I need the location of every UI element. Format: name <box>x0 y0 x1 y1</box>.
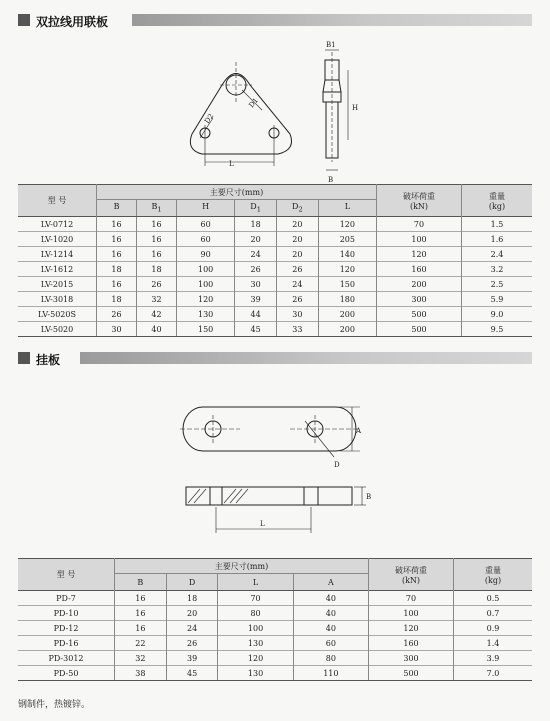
table-cell: PD-50 <box>18 666 115 681</box>
table-cell: 150 <box>318 277 376 292</box>
table-cell: 26 <box>97 307 137 322</box>
table-cell: 200 <box>377 277 462 292</box>
dim-label-B: B <box>328 176 334 184</box>
table-cell: 0.9 <box>454 621 533 636</box>
table-cell: 120 <box>218 651 293 666</box>
table-cell: 33 <box>277 322 319 337</box>
th2-weight: 重量 (kg) <box>454 559 533 591</box>
table-row <box>18 606 532 621</box>
table-cell: LV-1020 <box>18 232 97 247</box>
table-row <box>18 292 532 307</box>
table-cell: LV-1214 <box>18 247 97 262</box>
th2-B: B <box>115 574 167 591</box>
th2-main-dims: 主要尺寸(mm) <box>115 559 369 574</box>
table-cell: 1.6 <box>462 232 533 247</box>
th-L: L <box>318 200 376 217</box>
table-cell: 80 <box>293 651 368 666</box>
table-cell: 40 <box>137 322 177 337</box>
table-cell: 60 <box>177 232 235 247</box>
table-cell: PD-10 <box>18 606 115 621</box>
table-row <box>18 651 532 666</box>
th2-A: A <box>293 574 368 591</box>
table-cell: 2.5 <box>462 277 533 292</box>
th2-load: 破坏荷重 (kN) <box>369 559 454 591</box>
table-cell: 18 <box>166 591 218 606</box>
section1-table <box>18 184 532 337</box>
table-row <box>18 666 532 681</box>
th-load: 破坏荷重 (kN) <box>377 185 462 217</box>
table-cell: 30 <box>235 277 277 292</box>
table-cell: 120 <box>318 262 376 277</box>
table-cell: LV-5020S <box>18 307 97 322</box>
table-cell: 90 <box>177 247 235 262</box>
table-cell: 500 <box>377 322 462 337</box>
table-cell: 160 <box>377 262 462 277</box>
table-cell: 100 <box>218 621 293 636</box>
table-cell: 100 <box>369 606 454 621</box>
table-cell: 16 <box>137 232 177 247</box>
table-cell: 100 <box>377 232 462 247</box>
table-cell: 16 <box>97 232 137 247</box>
table-cell: LV-0712 <box>18 217 97 232</box>
section2-title-bar <box>80 352 532 364</box>
table-cell: 26 <box>166 636 218 651</box>
table-cell: 160 <box>369 636 454 651</box>
section2-title: 挂板 <box>36 353 61 367</box>
dim-label-L-side: L <box>260 520 265 528</box>
table-cell: 18 <box>97 292 137 307</box>
table-cell: 16 <box>97 247 137 262</box>
table-cell: 26 <box>235 262 277 277</box>
table-cell: LV-2015 <box>18 277 97 292</box>
table-cell: 24 <box>235 247 277 262</box>
table-cell: 120 <box>369 621 454 636</box>
table-cell: 200 <box>318 322 376 337</box>
table-cell: 16 <box>137 247 177 262</box>
table-row <box>18 217 532 232</box>
table-cell: 70 <box>369 591 454 606</box>
table-cell: 20 <box>277 247 319 262</box>
section1-diagram <box>0 30 550 210</box>
table-cell: 30 <box>277 307 319 322</box>
th2-model: 型 号 <box>18 559 115 591</box>
dim-label-L: L <box>229 160 234 168</box>
table-cell: 18 <box>235 217 277 232</box>
table-cell: 32 <box>115 651 167 666</box>
table-cell: 40 <box>293 621 368 636</box>
table-cell: 140 <box>318 247 376 262</box>
table-cell: 38 <box>115 666 167 681</box>
table-cell: 20 <box>166 606 218 621</box>
table-cell: 70 <box>218 591 293 606</box>
table-row <box>18 247 532 262</box>
table-cell: 40 <box>293 591 368 606</box>
footnote: 钢制件，热镀锌。 <box>18 700 91 710</box>
table-cell: 16 <box>115 621 167 636</box>
table-cell: 39 <box>235 292 277 307</box>
table-cell: 120 <box>177 292 235 307</box>
th2-D: D <box>166 574 218 591</box>
section1-marker <box>18 14 30 26</box>
th-model: 型 号 <box>18 185 97 217</box>
table-cell: 0.7 <box>454 606 533 621</box>
table-cell: LV-3018 <box>18 292 97 307</box>
table-cell: 26 <box>137 277 177 292</box>
th-B1: $B_1$ <box>137 200 177 217</box>
th-weight: 重量 (kg) <box>462 185 533 217</box>
th-H: H <box>177 200 235 217</box>
section2-marker <box>18 352 30 364</box>
dim-label-B-side: B <box>366 493 372 501</box>
section2-table <box>18 558 532 681</box>
table-cell: 150 <box>177 322 235 337</box>
th-D2: $D_2$ <box>277 200 319 217</box>
table-cell: 60 <box>177 217 235 232</box>
table-cell: 110 <box>293 666 368 681</box>
table-cell: 300 <box>369 651 454 666</box>
table-cell: 45 <box>166 666 218 681</box>
table-cell: PD-16 <box>18 636 115 651</box>
table-row <box>18 636 532 651</box>
section1-title-bar <box>132 14 532 26</box>
table-cell: 16 <box>97 217 137 232</box>
table-cell: 205 <box>318 232 376 247</box>
table-cell: 26 <box>277 292 319 307</box>
table-cell: 500 <box>369 666 454 681</box>
table-cell: 16 <box>137 217 177 232</box>
table-cell: 1.5 <box>462 217 533 232</box>
table-cell: 130 <box>218 666 293 681</box>
yoke-plate-outline <box>190 74 291 155</box>
table-cell: 32 <box>137 292 177 307</box>
table-cell: 0.5 <box>454 591 533 606</box>
table-cell: 100 <box>177 262 235 277</box>
table-cell: 3.2 <box>462 262 533 277</box>
table-cell: 24 <box>166 621 218 636</box>
table-cell: 5.9 <box>462 292 533 307</box>
section1-title: 双拉线用联板 <box>36 15 109 29</box>
table-cell: 40 <box>293 606 368 621</box>
th2-L: L <box>218 574 293 591</box>
table-cell: 130 <box>177 307 235 322</box>
table-cell: 20 <box>277 232 319 247</box>
table-cell: 7.0 <box>454 666 533 681</box>
dim-label-B1: B1 <box>326 41 336 49</box>
table-cell: 1.4 <box>454 636 533 651</box>
table-cell: 3.9 <box>454 651 533 666</box>
table-cell: 120 <box>318 217 376 232</box>
table-cell: 44 <box>235 307 277 322</box>
table-cell: LV-5020 <box>18 322 97 337</box>
table-cell: 9.5 <box>462 322 533 337</box>
table-cell: 26 <box>277 262 319 277</box>
th-D1: $D_1$ <box>235 200 277 217</box>
table-cell: 42 <box>137 307 177 322</box>
table-cell: PD-3012 <box>18 651 115 666</box>
table-cell: 100 <box>177 277 235 292</box>
dim-label-D2: D2 <box>203 112 216 126</box>
hang-plate-side-view <box>186 487 352 505</box>
table-cell: 300 <box>377 292 462 307</box>
table-cell: 30 <box>97 322 137 337</box>
dim-label-A: A <box>356 427 362 435</box>
table-cell: 2.4 <box>462 247 533 262</box>
dim-label-D: D <box>334 461 340 469</box>
table-cell: 70 <box>377 217 462 232</box>
table-cell: 500 <box>377 307 462 322</box>
table-cell: 120 <box>377 247 462 262</box>
table-cell: 20 <box>277 217 319 232</box>
table-cell: 20 <box>235 232 277 247</box>
table-row <box>18 322 532 337</box>
table-row <box>18 591 532 606</box>
table-cell: 130 <box>218 636 293 651</box>
section2-diagram <box>0 385 550 565</box>
table-cell: 80 <box>218 606 293 621</box>
table-cell: PD-7 <box>18 591 115 606</box>
dim-label-D1: D1 <box>247 96 261 110</box>
th-B: B <box>97 200 137 217</box>
table-row <box>18 277 532 292</box>
table-row <box>18 621 532 636</box>
table-cell: PD-12 <box>18 621 115 636</box>
table-cell: 180 <box>318 292 376 307</box>
table-cell: 200 <box>318 307 376 322</box>
table-cell: LV-1612 <box>18 262 97 277</box>
table-cell: 39 <box>166 651 218 666</box>
table-cell: 16 <box>97 277 137 292</box>
th-main-dims: 主要尺寸(mm) <box>97 185 377 200</box>
table-cell: 18 <box>97 262 137 277</box>
table-cell: 16 <box>115 606 167 621</box>
dim-label-H: H <box>352 104 359 112</box>
table-row <box>18 262 532 277</box>
table-cell: 22 <box>115 636 167 651</box>
table-cell: 16 <box>115 591 167 606</box>
table-row <box>18 232 532 247</box>
table-cell: 24 <box>277 277 319 292</box>
table-cell: 60 <box>293 636 368 651</box>
table-cell: 9.0 <box>462 307 533 322</box>
table-row <box>18 307 532 322</box>
table-cell: 45 <box>235 322 277 337</box>
table-cell: 18 <box>137 262 177 277</box>
